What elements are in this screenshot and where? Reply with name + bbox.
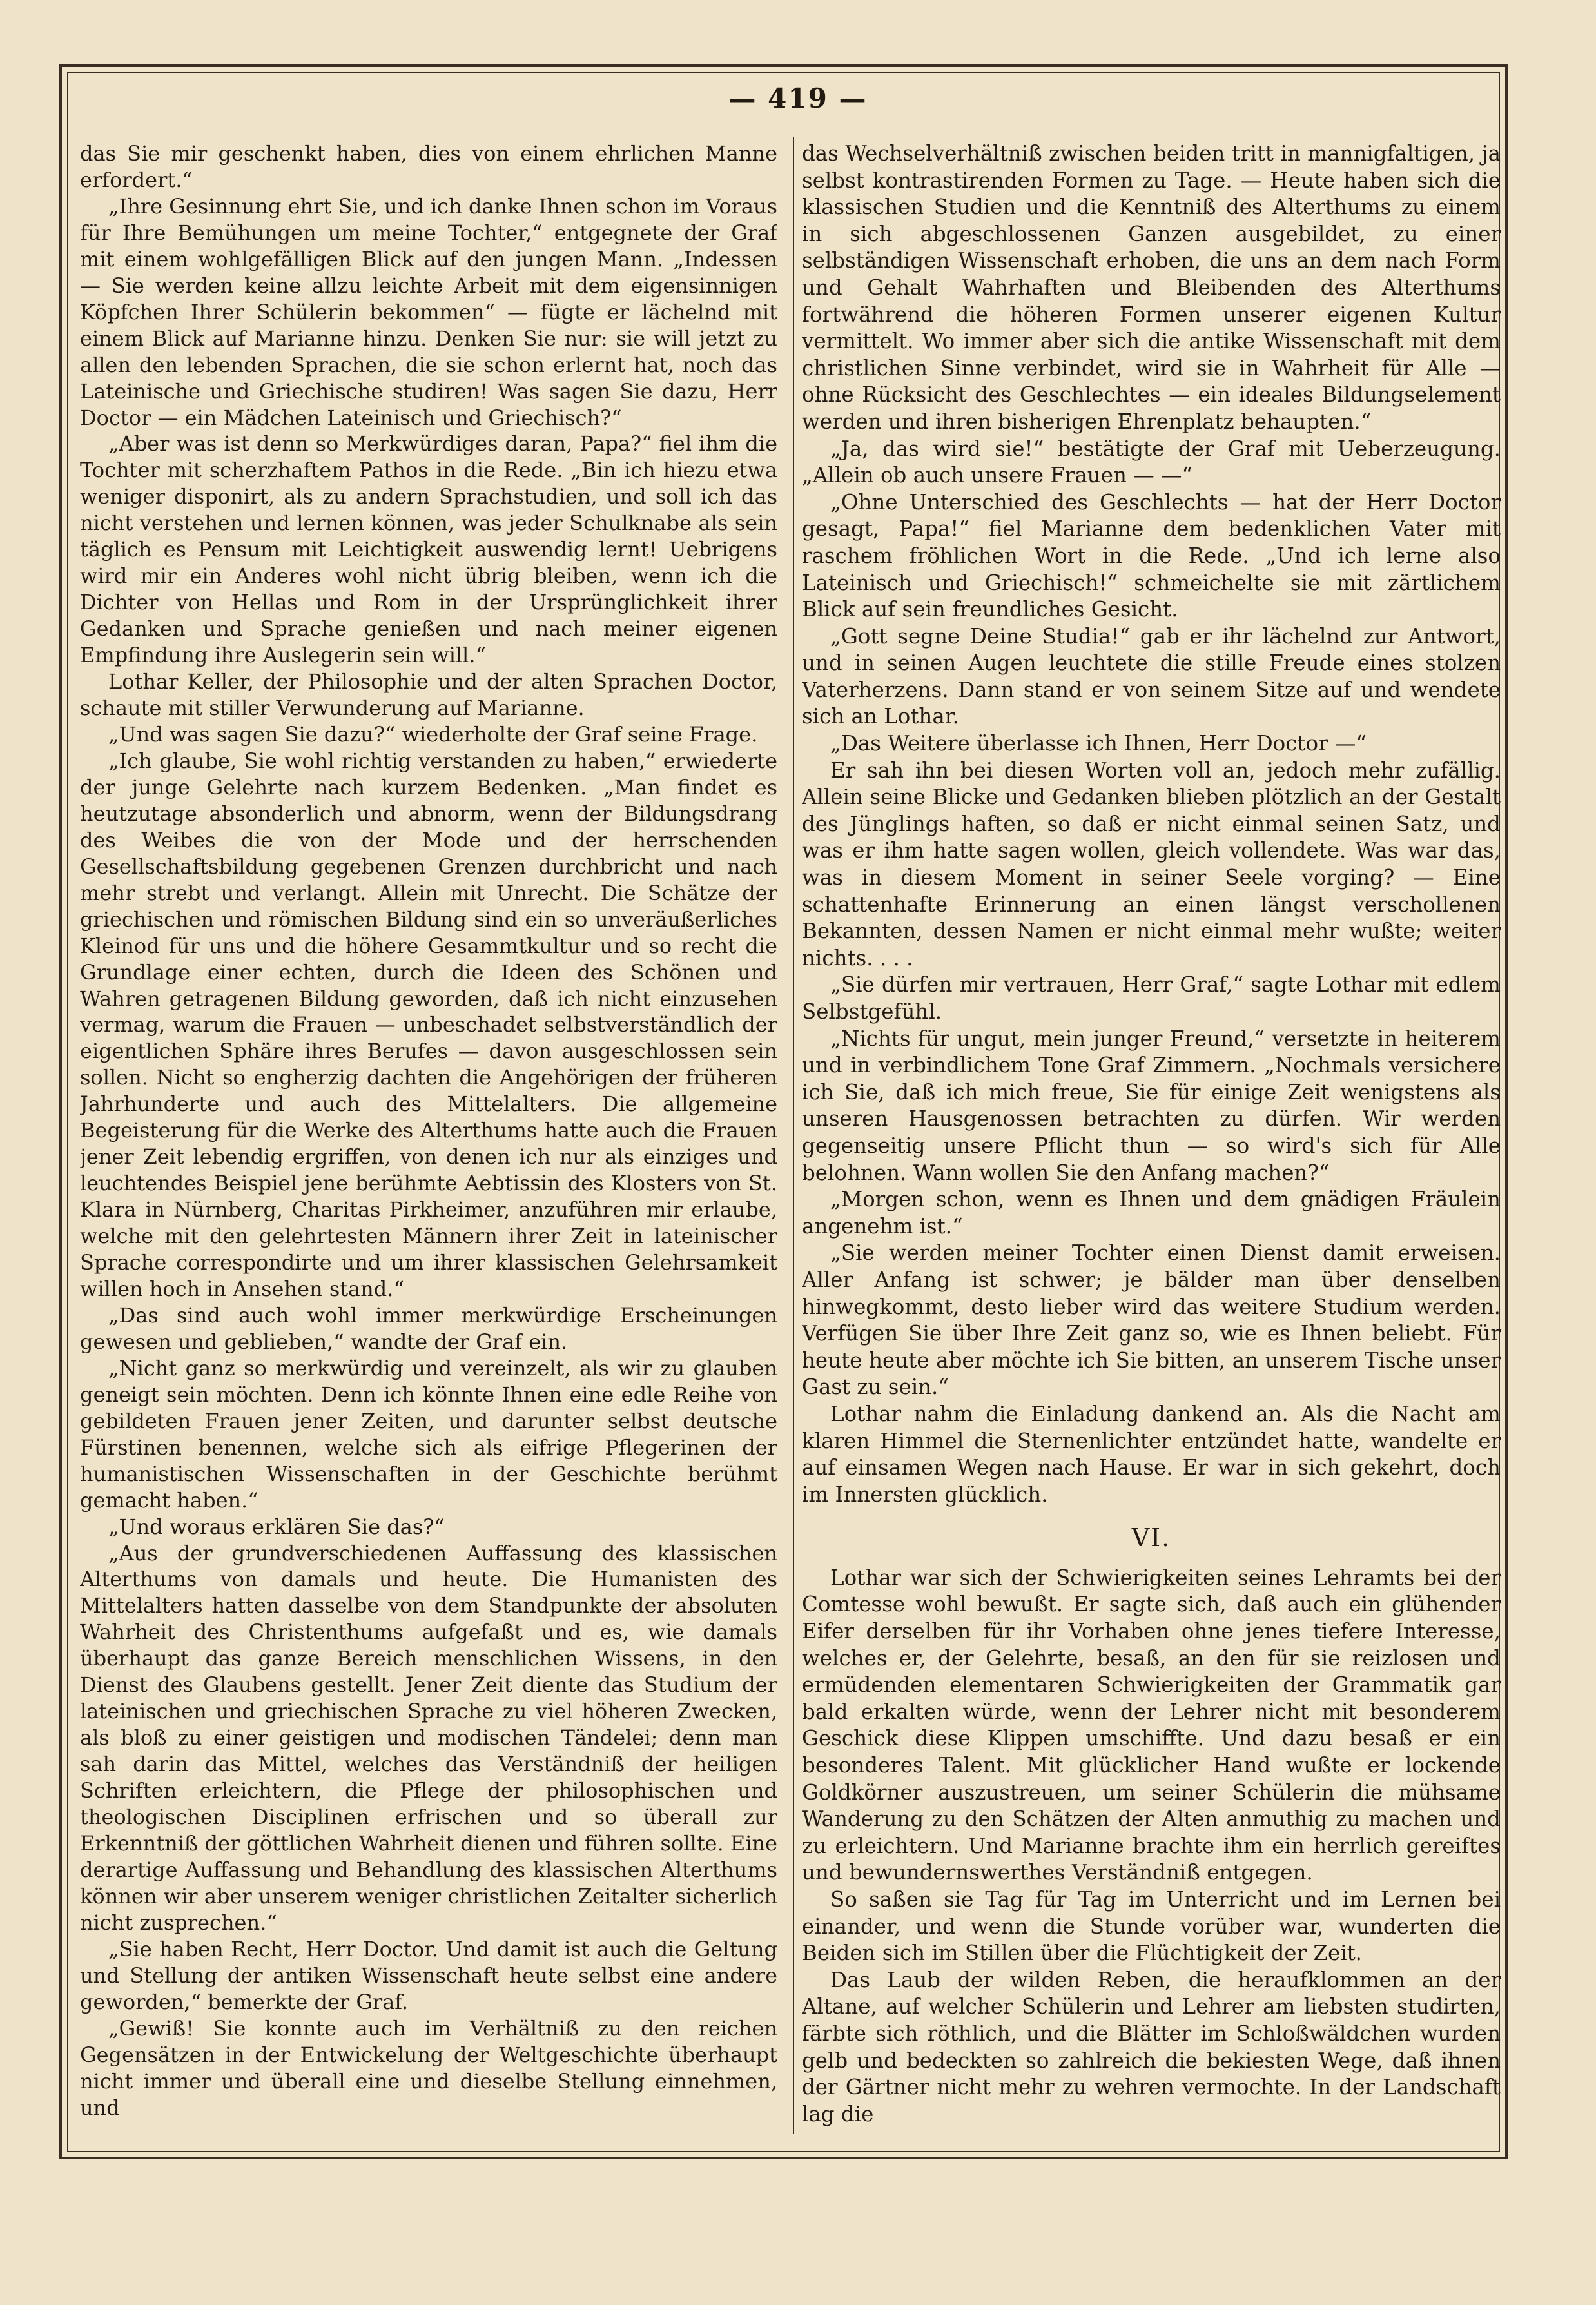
paragraph: „Sie haben Recht, Herr Doctor. Und damit ist auch die Geltung und Stellung der antiken Wissenschaft heute selbst eine andere geworden,“ bemerkte der Graf. bbox=[80, 1936, 777, 2014]
paragraph: „Gott segne Deine Studia!“ gab er ihr lächelnd zur Antwort, und in seinen Augen leuchtete die stille Freude eines stolzen Vaterherzens. Dann stand er von seinem Sitze auf und wendete sich an Lothar. bbox=[802, 623, 1501, 729]
paragraph: Lothar nahm die Einladung dankend an. Als die Nacht am klaren Himmel die Sternenlichter entzündet hatte, wandelte er auf einsamen Wegen nach Hause. Er war in sich gekehrt, doch im Innersten glücklich. bbox=[802, 1401, 1501, 1507]
paragraph: „Ja, das wird sie!“ bestätigte der Graf mit Ueberzeugung. „Allein ob auch unsere Frauen — —“ bbox=[802, 436, 1501, 488]
paragraph: „Ich glaube, Sie wohl richtig verstanden zu haben,“ erwiederte der junge Gelehrte nach kurzem Bedenken. „Man findet es heutzutage absonderlich und abnorm, wenn der Bildungsdrang des Weibes die von der Mode und der herrschenden Gesellschaftsbildung gegebenen Grenzen durchbricht und nach mehr strebt und verlangt. Allein mit Unrecht. Die Schätze der griechischen und römischen Bildung sind ein so unveräußerliches Kleinod für uns und die höhere Gesammtkultur und so recht die Grundlage einer echten, durch die Ideen des Schönen und Wahren getragenen Bildung geworden, daß ich nicht einzusehen vermag, warum die Frauen — unbeschadet selbstverständlich der eigentlichen Sphäre ihres Berufes — davon ausgeschlossen sein sollen. Nicht so engherzig dachten die Angehörigen der früheren Jahrhunderte und auch des Mittelalters. Die allgemeine Begeisterung für die Werke des Alterthums hatte auch die Frauen jener Zeit lebendig ergriffen, von denen ich nur als einziges und leuchtendes Beispiel jene berühmte Aebtissin des Klosters von St. Klara in Nürnberg, Charitas Pirkheimer, anzuführen mir erlaube, welche mit den gelehrtesten Männern ihrer Zeit in lateinischer Sprache correspondirte und um ihrer klassischen Gelehrsamkeit willen hoch in Ansehen stand.“ bbox=[80, 748, 777, 1301]
chapter-heading: VI. bbox=[1131, 1524, 1171, 1553]
paragraph: „Ihre Gesinnung ehrt Sie, und ich danke Ihnen schon im Voraus für Ihre Bemühungen um meine Tochter,“ entgegnete der Graf mit einem wohlgefälligen Blick auf den jungen Mann. „Indessen — Sie werden keine allzu leichte Arbeit mit dem eigensinnigen Köpfchen Ihrer Schülerin bekommen“ — fügte er lächelnd mit einem Blick auf Marianne hinzu. Denken Sie nur: sie will jetzt zu allen den lebenden Sprachen, die sie schon erlernt hat, noch das Lateinische und Griechische studiren! Was sagen Sie dazu, Herr Doctor — ein Mädchen Lateinisch und Griechisch?“ bbox=[80, 193, 777, 430]
paragraph: Das Laub der wilden Reben, die heraufklommen an der Altane, auf welcher Schülerin und Lehrer am liebsten studirten, färbte sich röthlich, und die Blätter im Schloßwäldchen wurden gelb und bedeckten so zahlreich die bekiesten Wege, daß ihnen der Gärtner nicht mehr zu wehren vermochte. In der Landschaft lag die bbox=[802, 1967, 1501, 2126]
paragraph: das Sie mir geschenkt haben, dies von einem ehrlichen Manne erfordert.“ bbox=[80, 141, 777, 192]
paragraph: „Sie werden meiner Tochter einen Dienst damit erweisen. Aller Anfang ist schwer; je bälder man über denselben hinwegkommt, desto lieber wird das weitere Studium werden. Verfügen Sie über Ihre Zeit ganz so, wie es Ihnen beliebt. Für heute heute aber möchte ich Sie bitten, an unserem Tische unser Gast zu sein.“ bbox=[802, 1241, 1501, 1400]
paragraph: „Und woraus erklären Sie das?“ bbox=[108, 1514, 445, 1539]
paragraph: „Und was sagen Sie dazu?“ wiederholte der Graf seine Frage. bbox=[108, 721, 758, 747]
paragraph: „Nichts für ungut, mein junger Freund,“ versetzte in heiterem und in verbindlichem Tone Graf Zimmern. „Nochmals versichere ich Sie, daß ich mich freue, Sie für einige Zeit wenigstens als unseren Hausgenossen betrachten zu dürfen. Wir werden gegenseitig unsere Pflicht thun — so wird's sich für Alle belohnen. Wann wollen Sie den Anfang machen?“ bbox=[802, 1026, 1501, 1185]
paragraph: Lothar war sich der Schwierigkeiten seines Lehramts bei der Comtesse wohl bewußt. Er sagte sich, daß auch ein glühender Eifer derselben für ihr Vorhaben ohne jenes tiefere Interesse, welches er, der Gelehrte, besaß, an den für sie reizlosen und ermüdenden elementaren Schwierigkeiten der Grammatik gar bald erkalten würde, wenn der Lehrer nicht mit besonderem Geschick diese Klippen umschiffte. Und dazu besaß er ein besonderes Talent. Mit glücklicher Hand wußte er lockende Goldkörner auszustreuen, um seiner Schülerin die mühsame Wanderung zu den Schätzen der Alten anmuthig zu machen und zu erleichtern. Und Marianne brachte ihm ein herrlich gereiftes und bewundernswerthes Verständniß entgegen. bbox=[802, 1565, 1501, 1885]
paragraph: „Gewiß! Sie konnte auch im Verhältniß zu den reichen Gegensätzen in der Entwickelung der Weltgeschichte überhaupt nicht immer und überall eine und dieselbe Stellung einnehmen, und bbox=[80, 2016, 777, 2120]
paragraph: Er sah ihn bei diesen Worten voll an, jedoch mehr zufällig. Allein seine Blicke und Gedanken blieben plötzlich an der Gestalt des Jünglings haften, so daß er nicht einmal seinen Satz, und was er ihm hatte sagen wollen, gleich vollendete. Was war das, was in diesem Moment in seiner Seele vorging? — Eine schattenhafte Erinnerung an einen längst verschollenen Bekannten, dessen Namen er nicht einmal mehr wußte; weiter nichts. . . . bbox=[802, 758, 1501, 970]
left-column bbox=[80, 141, 777, 2139]
paragraph: „Sie dürfen mir vertrauen, Herr Graf,“ sagte Lothar mit edlem Selbstgefühl. bbox=[802, 972, 1501, 1024]
right-column bbox=[802, 141, 1501, 2139]
paragraph: das Wechselverhältniß zwischen beiden tritt in mannigfaltigen, ja selbst kontrastirenden Formen zu Tage. — Heute haben sich die klassischen Studien und die Kenntniß des Alterthums zu einem in sich abgeschlossenen Ganzen ausgebildet, zu einer selbständigen Wissenschaft erhoben, die uns an dem nach Form und Gehalt Wahrhaften und Bleibenden des Alterthums fortwährend die höheren Formen unserer eigenen Kultur vermittelt. Wo immer aber sich die antike Wissenschaft mit dem christlichen Sinne verbindet, wird sie in Wahrheit für Alle — ohne Rücksicht des Geschlechtes — ein ideales Bildungselement werden und ihren bisherigen Ehrenplatz behaupten.“ bbox=[802, 141, 1501, 434]
column-divider bbox=[793, 137, 794, 2134]
paragraph: „Ohne Unterschied des Geschlechts — hat der Herr Doctor gesagt, Papa!“ fiel Marianne dem bedenklichen Vater mit raschem fröhlichen Wort in die Rede. „Und ich lerne also Lateinisch und Griechisch!“ schmeichelte sie mit zärtlichem Blick auf sein freundliches Gesicht. bbox=[802, 489, 1501, 622]
paragraph: „Nicht ganz so merkwürdig und vereinzelt, als wir zu glauben geneigt sein möchten. Denn ich könnte Ihnen eine edle Reihe von gebildeten Frauen jener Zeiten, und darunter selbst deutsche Fürstinen benennen, welche sich als eifrige Pflegerinen der humanistischen Wissenschaften in der Geschichte berühmt gemacht haben.“ bbox=[80, 1355, 777, 1513]
paragraph: „Aus der grundverschiedenen Auffassung des klassischen Alterthums von damals und heute. Die Humanisten des Mittelalters hatten dasselbe von dem Standpunkte der absoluten Wahrheit des Christenthums aufgefaßt und es, wie damals überhaupt das ganze Bereich menschlichen Wissens, in den Dienst des Glaubens gestellt. Jener Zeit diente das Studium der lateinischen und griechischen Sprache zu viel höheren Zwecken, als bloß zu einer geistigen und modischen Tändelei; denn man sah darin das Mittel, welches das Verständniß der heiligen Schriften erleichtern, die Pflege der philosophischen und theologischen Disciplinen erfrischen und so überall zur Erkenntniß der göttlichen Wahrheit dienen und führen sollte. Eine derartige Auffassung und Behandlung des klassischen Alterthums können wir aber unserem weniger christlichen Zeitalter sicherlich nicht zusprechen.“ bbox=[80, 1540, 777, 1935]
paragraph: „Aber was ist denn so Merkwürdiges daran, Papa?“ fiel ihm die Tochter mit scherzhaftem Pathos in die Rede. „Bin ich hiezu etwa weniger disponirt, als zu andern Sprachstudien, und soll ich das nicht verstehen und lernen können, was jeder Schulknabe als sein täglich es Pensum mit Leichtigkeit auswendig lernt! Uebrigens wird mir ein Anderes wohl nicht übrig bleiben, wenn ich die Dichter von Hellas und Rom in der Ursprünglichkeit ihrer Gedanken und Sprache genießen und nach meiner eigenen Empfindung ihre Auslegerin sein will.“ bbox=[80, 431, 777, 668]
page-number: — 419 — bbox=[728, 83, 868, 114]
paragraph: „Das Weitere überlasse ich Ihnen, Herr Doctor —“ bbox=[830, 731, 1367, 756]
paragraph: Lothar Keller, der Philosophie und der alten Sprachen Doctor, schaute mit stiller Verwunderung auf Marianne. bbox=[80, 669, 777, 721]
paragraph: So saßen sie Tag für Tag im Unterricht und im Lernen bei einander, und wenn die Stunde vorüber war, wunderten die Beiden sich im Stillen über die Flüchtigkeit der Zeit. bbox=[802, 1887, 1501, 1966]
paragraph: „Das sind auch wohl immer merkwürdige Erscheinungen gewesen und geblieben,“ wandte der Graf ein. bbox=[80, 1302, 777, 1354]
paragraph: „Morgen schon, wenn es Ihnen und dem gnädigen Fräulein angenehm ist.“ bbox=[802, 1187, 1501, 1239]
